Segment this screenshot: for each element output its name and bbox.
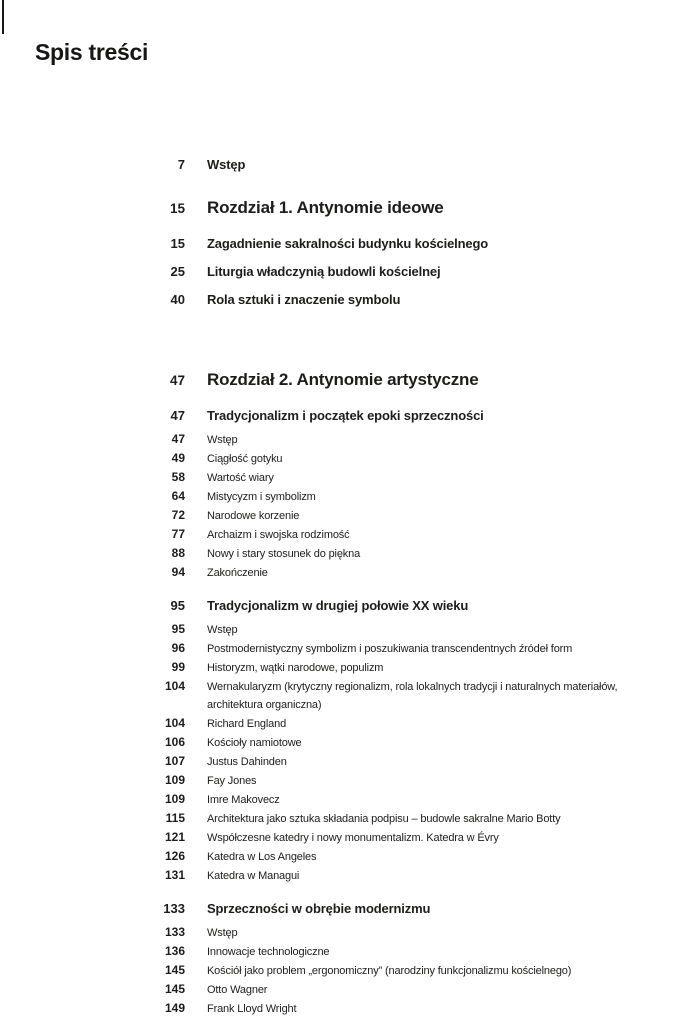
toc-page-number: 40 [170,292,185,307]
page-title: Spis treści [35,39,149,65]
toc-row-entry [35,771,653,790]
toc-row-entry [35,430,653,449]
toc-row-entry [35,942,653,961]
toc-row-entry [35,828,653,847]
toc-row-entry [35,658,653,677]
toc-page-number: 145 [164,963,185,977]
toc-item-label: Nowy i stary stosunek do piękna [207,548,361,560]
toc-page-number: 149 [164,1001,185,1015]
toc-page-number: 107 [164,754,185,768]
toc-row-entry [35,809,653,828]
toc-item-label: Innowacje technologiczne [207,946,330,958]
toc-item-label: Katedra w Managui [207,870,300,882]
toc-row-continuation [35,696,653,714]
toc-page-number: 104 [164,716,185,730]
toc-row-entry [35,525,653,544]
toc-item-label: Postmodernistyczny symbolizm i poszukiwania transcendentnych źródeł form [207,643,573,655]
toc-row-entry [35,733,653,752]
toc-item-label: Wernakularyzm (krytyczny regionalizm, rola lokalnych tradycji i naturalnych materiałów, [207,681,618,693]
scan-artifact-line [2,0,4,34]
toc-item-label: Architektura jako sztuka składania podpisu – budowle sakralne Mario Botty [207,813,561,825]
toc-page-number: 136 [164,944,185,958]
toc-page-number: 58 [171,470,185,484]
toc-row-section [35,900,653,918]
toc-row-entry [35,620,653,639]
toc-item-label: Narodowe korzenie [207,510,300,522]
toc-item-label: Imre Makovecz [207,794,280,806]
toc-page-number: 99 [171,660,185,674]
toc-page-number: 109 [164,773,185,787]
toc-page-number: 95 [170,598,185,613]
toc-item-label: Wstęp [207,927,238,939]
toc-page-number: 121 [164,830,185,844]
toc-item-label: Katedra w Los Angeles [207,851,317,863]
toc-page-number: 47 [170,408,185,423]
toc-page-number: 95 [171,622,185,636]
toc-row-entry [35,639,653,658]
toc-row-entry [35,847,653,866]
toc-row-entry [35,468,653,487]
toc-list [35,156,653,1018]
toc-page-number: 88 [171,546,185,560]
toc-page-number: 47 [171,432,185,446]
toc-item-label: Kościół jako problem „ergonomiczny” (narodziny funkcjonalizmu kościelnego) [207,965,572,977]
toc-item-label: Wartość wiary [207,472,274,484]
toc-row-section [35,291,653,309]
toc-item-label: Fay Jones [207,775,257,787]
toc-item-label: Współczesne katedry i nowy monumentalizm. Katedra w Évry [207,832,499,844]
toc-item-label: Tradycjonalizm w drugiej połowie XX wieku [207,598,469,613]
toc-item-label: Zakończenie [207,567,268,579]
toc-page-number: 104 [164,679,185,693]
toc-page-number: 133 [164,925,185,939]
toc-row-entry [35,980,653,999]
toc-row-section [35,156,653,174]
toc-page-number: 47 [169,373,185,388]
toc-item-label: Kościoły namiotowe [207,737,302,749]
toc-row-entry [35,866,653,885]
toc-item-label: Rola sztuki i znaczenie symbolu [207,292,401,307]
toc-row-entry [35,449,653,468]
toc-row-section [35,597,653,615]
toc-row-entry [35,961,653,980]
toc-page-number: 109 [164,792,185,806]
toc-row-entry [35,677,653,696]
toc-item-label: Tradycjonalizm i początek epoki sprzeczności [207,408,484,423]
toc-page-number: 25 [170,264,185,279]
toc-page-number: 115 [165,811,185,825]
toc-page-number: 77 [171,527,185,541]
toc-page-number: 126 [164,849,185,863]
toc-page-number: 96 [171,641,185,655]
toc-item-label: architektura organiczna) [207,699,322,711]
toc-item-label: Ciągłość gotyku [207,453,283,465]
toc-row-section [35,407,653,425]
toc-item-label: Wstęp [207,434,238,446]
toc-page-number: 72 [171,508,185,522]
toc-row-entry [35,563,653,582]
toc-page-number: 133 [163,901,185,916]
toc-row-section [35,263,653,281]
toc-item-label: Zagadnienie sakralności budynku kościelnego [207,236,489,251]
toc-page-number: 94 [171,565,185,579]
toc-item-label: Liturgia władczynią budowli kościelnej [207,264,441,279]
toc-page-number: 49 [171,451,185,465]
toc-row-chapter [35,368,653,393]
toc-item-label: Wstęp [207,157,246,172]
toc-item-label: Archaizm i swojska rodzimość [207,529,350,541]
toc-row-chapter [35,196,653,221]
toc-row-entry [35,714,653,733]
toc-row-entry [35,487,653,506]
toc-page-number: 15 [170,236,185,251]
toc-row-entry [35,544,653,563]
toc-row-entry [35,999,653,1018]
toc-row-entry [35,752,653,771]
toc-item-label: Sprzeczności w obrębie modernizmu [207,901,431,916]
toc-row-entry [35,790,653,809]
toc-item-label: Richard England [207,718,287,730]
toc-page-number: 106 [164,735,185,749]
toc-row-entry [35,923,653,942]
toc-page-number: 15 [169,201,185,216]
toc-item-label: Frank Lloyd Wright [207,1003,297,1015]
toc-item-label: Rozdział 2. Antynomie artystyczne [207,370,479,389]
toc-page-number: 64 [171,489,185,503]
toc-row-section [35,235,653,253]
toc-row-entry [35,506,653,525]
toc-item-label: Otto Wagner [207,984,268,996]
toc-page-number: 145 [164,982,185,996]
toc-page-number: 7 [177,157,185,172]
toc-item-label: Wstęp [207,624,238,636]
toc-page-number: 131 [164,868,185,882]
toc-item-label: Rozdział 1. Antynomie ideowe [207,198,444,217]
toc-item-label: Justus Dahinden [207,756,287,768]
toc-item-label: Historyzm, wątki narodowe, populizm [207,662,384,674]
toc-item-label: Mistycyzm i symbolizm [207,491,316,503]
